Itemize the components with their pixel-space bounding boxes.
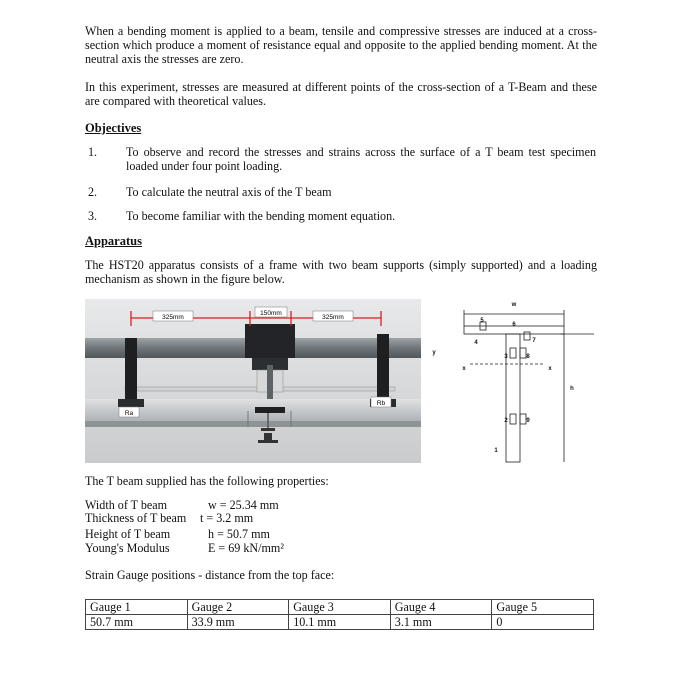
table-header-cell: Gauge 5 — [492, 600, 594, 615]
table-cell: 50.7 mm — [86, 615, 188, 630]
dim-label-right: 325mm — [322, 314, 344, 321]
apparatus-paragraph: The HST20 apparatus consists of a frame with two beam supports (simply supported) and a loading mechanism as shown in the figure below. — [85, 258, 597, 287]
property-row-youngs-modulus — [85, 542, 284, 555]
support-label-ra: Ra — [124, 410, 134, 417]
t-label-gauge-6: 6 — [512, 322, 516, 328]
table-cell: 3.1 mm — [390, 615, 492, 630]
intro-paragraph-2: In this experiment, stresses are measured at different points of the cross-section of a T-Beam and these are compared with theoretical values. — [85, 80, 597, 109]
objective-number-1: 1. — [88, 145, 98, 159]
property-row-height — [85, 528, 270, 541]
t-label-gauge-1: 1 — [494, 448, 498, 454]
table-cell: 33.9 mm — [187, 615, 289, 630]
t-label-w: w — [511, 302, 517, 308]
property-value: t = 3.2 mm — [200, 511, 254, 525]
objective-text-3: To become familiar with the bending moment equation. — [126, 209, 396, 223]
property-label: Height of T beam — [85, 527, 171, 541]
property-value: w = 25.34 mm — [208, 498, 279, 512]
t-label-gauge-3: 3 — [504, 354, 508, 360]
objectives-heading: Objectives — [85, 121, 142, 135]
objective-text-2: To calculate the neutral axis of the T beam — [126, 185, 332, 199]
apparatus-photo — [85, 299, 421, 463]
objective-number-2: 2. — [88, 185, 98, 199]
objective-number-3: 3. — [88, 209, 98, 223]
support-label-rb: Rb — [376, 400, 386, 407]
property-value: E = 69 kN/mm² — [208, 541, 284, 555]
t-label-h: h — [570, 386, 574, 392]
t-label-x-left: x — [462, 366, 466, 372]
intro-paragraph-1: When a bending moment is applied to a beam, tensile and compressive stresses are induced at a cross-section which produce a moment of resistance equal and opposite to the applied bending moment. At the neutral axis the stresses are zero. — [85, 24, 597, 67]
t-label-y: y — [432, 350, 436, 356]
table-header-cell: Gauge 2 — [187, 600, 289, 615]
objective-text-1: To observe and record the stresses and strains across the surface of a T beam test specimen loaded under four point loading. — [126, 145, 596, 174]
t-label-gauge-2: 2 — [504, 418, 508, 424]
t-label-gauge-7: 7 — [532, 338, 536, 344]
property-row-thickness — [85, 512, 253, 525]
strain-gauge-table — [85, 599, 594, 630]
t-label-gauge-9: 9 — [526, 418, 530, 424]
t-label-gauge-8: 8 — [526, 354, 530, 360]
t-label-x-right: x — [548, 366, 552, 372]
properties-intro: The T beam supplied has the following properties: — [85, 474, 329, 488]
table-row — [86, 615, 594, 630]
dim-label-left: 325mm — [162, 314, 184, 321]
table-header-row — [86, 600, 594, 615]
t-beam-cross-section-diagram — [424, 296, 594, 466]
dim-label-center: 150mm — [260, 310, 282, 317]
t-label-gauge-4: 4 — [474, 340, 478, 346]
property-label: Young's Modulus — [85, 541, 170, 555]
property-value: h = 50.7 mm — [208, 527, 270, 541]
table-header-cell: Gauge 3 — [289, 600, 391, 615]
property-label: Width of T beam — [85, 498, 168, 512]
table-header-cell: Gauge 4 — [390, 600, 492, 615]
property-label: Thickness of T beam — [85, 511, 187, 525]
table-cell: 0 — [492, 615, 594, 630]
strain-gauge-caption: Strain Gauge positions - distance from the top face: — [85, 568, 335, 582]
apparatus-heading: Apparatus — [85, 234, 142, 248]
table-cell: 10.1 mm — [289, 615, 391, 630]
t-label-gauge-5: 5 — [480, 318, 484, 324]
table-header-cell: Gauge 1 — [86, 600, 188, 615]
